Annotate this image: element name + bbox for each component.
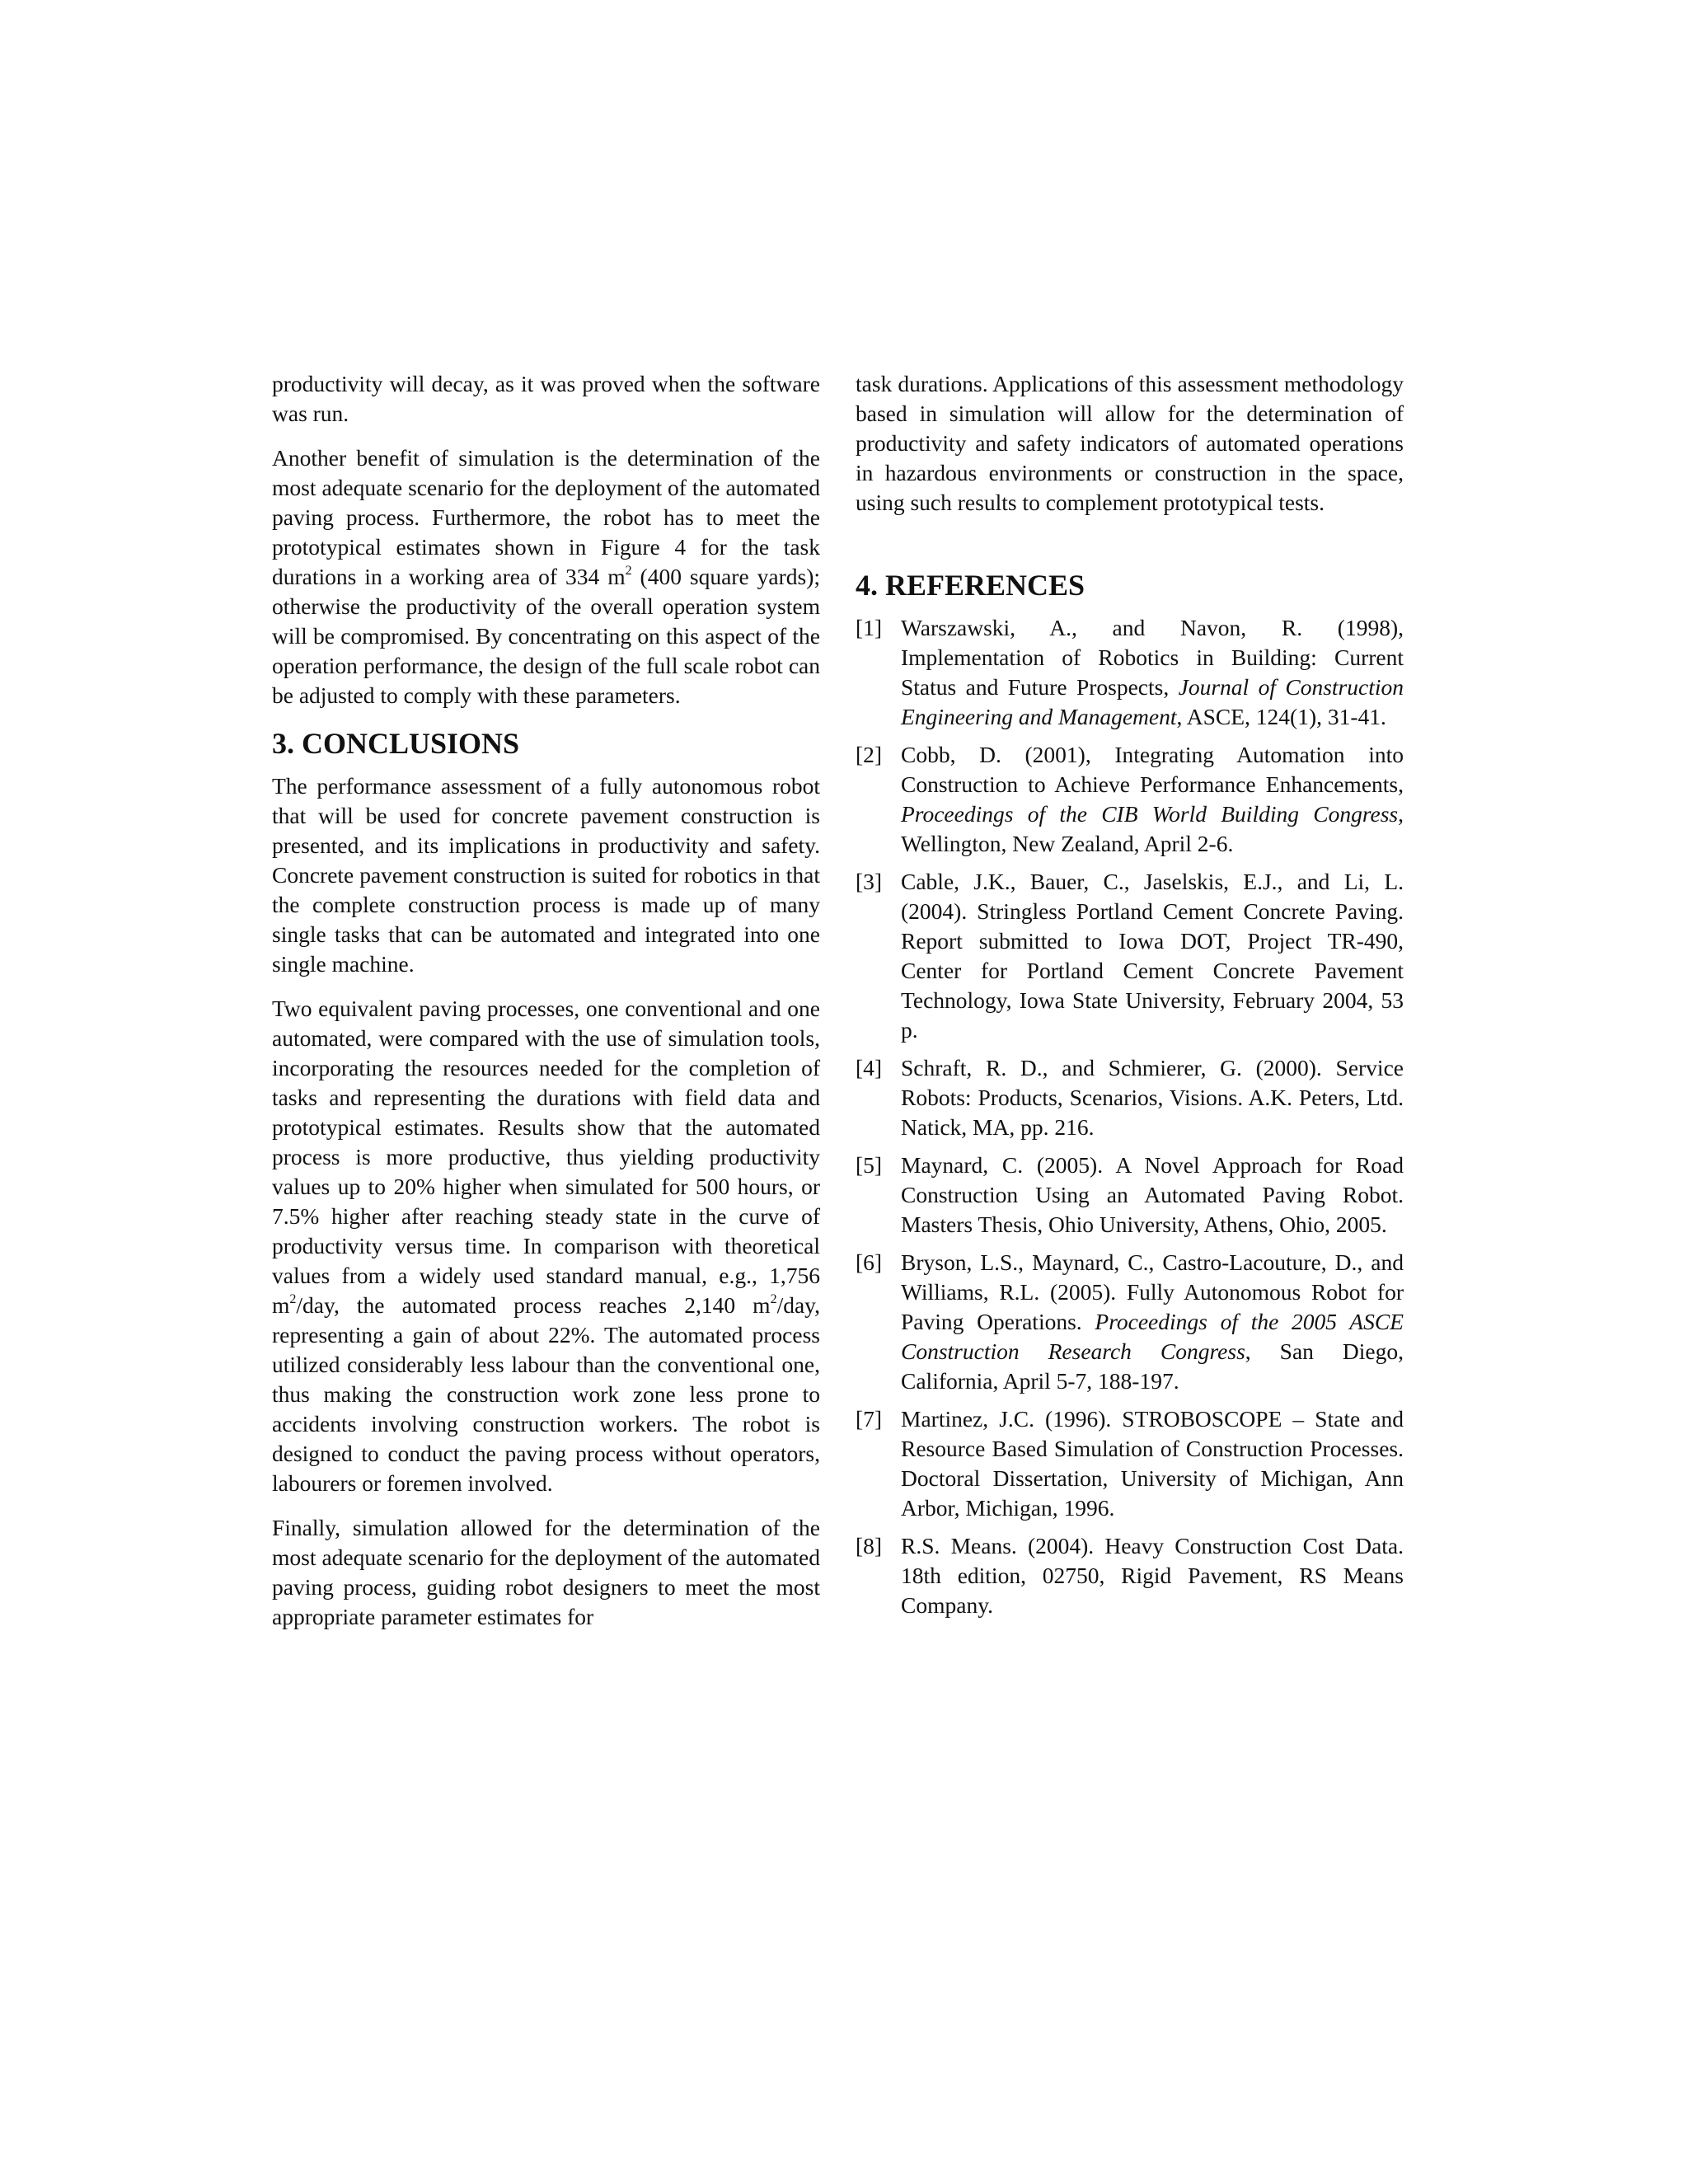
paragraph-productivity-decay: productivity will decay, as it was proved when the software was run. — [272, 371, 820, 426]
reference-text — [901, 613, 1404, 732]
right-column — [856, 369, 1404, 1629]
text-span: Another benefit of simulation is the determination of the most adequate scenario for the deployment of the automated paving process. Furthermore, the robot has to meet the prototypical estimates shown in Figure 4 for the task durations in a working area of 334 m — [272, 445, 820, 589]
paragraph-performance-assessment: The performance assessment of a fully autonomous robot that will be used for concrete pavement construction is presented, and its implications in productivity and safety. Concrete pavement construction is suited for robotics in that the complete construction process is made up of many single tasks that can be automated and integrated into one single machine. — [272, 773, 820, 977]
reference-text — [901, 867, 1404, 1045]
text-span: Two equivalent paving processes, one conventional and one automated, were compared with the use of simulation tools, incorporating the resources needed for the completion of tasks and representing the durations with field data and prototypical estimates. Results show that the automated process is more productive, thus yielding productivity values up to 20% higher when simulated for 500 hours, or 7.5% higher after reaching steady state in the curve of productivity versus time. In comparison with theoretical values from a widely used standard manual, e.g., 1,756 m — [272, 996, 820, 1318]
reference-item — [856, 1531, 1404, 1620]
text-span: (400 square yards); otherwise the productivity of the overall operation system will be compromised. By concentrating on this aspect of the operation performance, the design of the full scale robot can be adjusted to comply with these parameters. — [272, 564, 820, 708]
reference-italic: Proceedings of the 2005 ASCE Construction Research Congress — [901, 1309, 1404, 1364]
paragraph-finally: Finally, simulation allowed for the determination of the most adequate scenario for the deployment of the automated paving process, guiding robot designers to meet the most appropriate parameter estimates for — [272, 1515, 820, 1629]
reference-text — [901, 1404, 1404, 1523]
paragraph-paving-comparison — [272, 994, 820, 1498]
reference-italic: Proceedings of the CIB World Building Congress — [901, 801, 1399, 827]
paragraph-simulation-benefit — [272, 443, 820, 710]
reference-number: [8] — [856, 1533, 883, 1558]
text-span: Schraft, R. D., and Schmierer, G. (2000). Service Robots: Products, Scenarios, Visions. A.K. Peters, Ltd. Natick, MA, pp. 216. — [901, 1055, 1404, 1140]
reference-number: [3] — [856, 869, 883, 894]
text-span: , Wellington, New Zealand, April 2-6. — [901, 801, 1404, 856]
reference-number: [6] — [856, 1249, 883, 1275]
reference-text — [901, 1248, 1404, 1396]
reference-item — [856, 613, 1404, 732]
reference-number: [4] — [856, 1055, 883, 1080]
reference-number: [5] — [856, 1152, 883, 1178]
text-span: /day, representing a gain of about 22%. The automated process utilized considerably less labour than the conventional one, thus making the construction work zone less prone to accidents involving construction workers. The robot is designed to conduct the paving process without operators, labourers or foremen involved. — [272, 1292, 820, 1496]
reference-item — [856, 740, 1404, 859]
reference-item — [856, 867, 1404, 1045]
text-span: Cobb, D. (2001), Integrating Automation into Construction to Achieve Performance Enhancements, — [901, 742, 1404, 797]
superscript: 2 — [625, 564, 632, 578]
reference-text — [901, 740, 1404, 859]
reference-item — [856, 1151, 1404, 1240]
reference-item — [856, 1404, 1404, 1523]
paragraph-task-durations: task durations. Applications of this assessment methodology based in simulation will allow for the determination of productivity and safety indicators of automated operations in hazardous environments or construction in the space, using such results to complement prototypical tests. — [856, 371, 1404, 515]
text-span: Warszawski, A., and Navon, R. (1998), Implementation of Robotics in Building: Current Status and Future Prospects, — [901, 615, 1404, 700]
superscript: 2 — [289, 1292, 297, 1306]
text-span: , San Diego, California, April 5-7, 188-197. — [901, 1338, 1404, 1394]
text-span: R.S. Means. (2004). Heavy Construction Cost Data. 18th edition, 02750, Rigid Pavement, RS Means Company. — [901, 1533, 1404, 1618]
reference-text — [901, 1531, 1404, 1620]
text-span: Martinez, J.C. (1996). STROBOSCOPE – State and Resource Based Simulation of Construction Processes. Doctoral Dissertation, University of Michigan, Ann Arbor, Michigan, 1996. — [901, 1406, 1404, 1521]
text-span: , ASCE, 124(1), 31-41. — [1176, 704, 1386, 729]
left-column — [272, 369, 820, 1647]
reference-number: [1] — [856, 615, 883, 640]
reference-item — [856, 1053, 1404, 1142]
text-span: Bryson, L.S., Maynard, C., Castro-Lacouture, D., and Williams, R.L. (2005). Fully Autonomous Robot for Paving Operations. — [901, 1249, 1404, 1334]
text-span: /day, the automated process reaches 2,140 m — [296, 1292, 771, 1318]
superscript: 2 — [770, 1292, 777, 1306]
reference-italic: Journal of Construction Engineering and Management — [901, 674, 1404, 729]
text-span: Cable, J.K., Bauer, C., Jaselskis, E.J., and Li, L. (2004). Stringless Portland Cement Concrete Paving. Report submitted to Iowa DOT, Project TR-490, Center for Portland Cement Concrete Pavement Technology, Iowa State University, February 2004, 53 p. — [901, 869, 1404, 1043]
reference-list — [856, 613, 1404, 1620]
reference-number: [2] — [856, 742, 883, 767]
text-span: Maynard, C. (2005). A Novel Approach for Road Construction Using an Automated Paving Robot. Masters Thesis, Ohio University, Athens, Ohio, 2005. — [901, 1152, 1404, 1237]
reference-text — [901, 1151, 1404, 1240]
section-heading-references: 4. REFERENCES — [856, 569, 1085, 602]
reference-text — [901, 1053, 1404, 1142]
section-heading-conclusions: 3. CONCLUSIONS — [272, 727, 520, 760]
reference-item — [856, 1248, 1404, 1396]
reference-number: [7] — [856, 1406, 883, 1432]
